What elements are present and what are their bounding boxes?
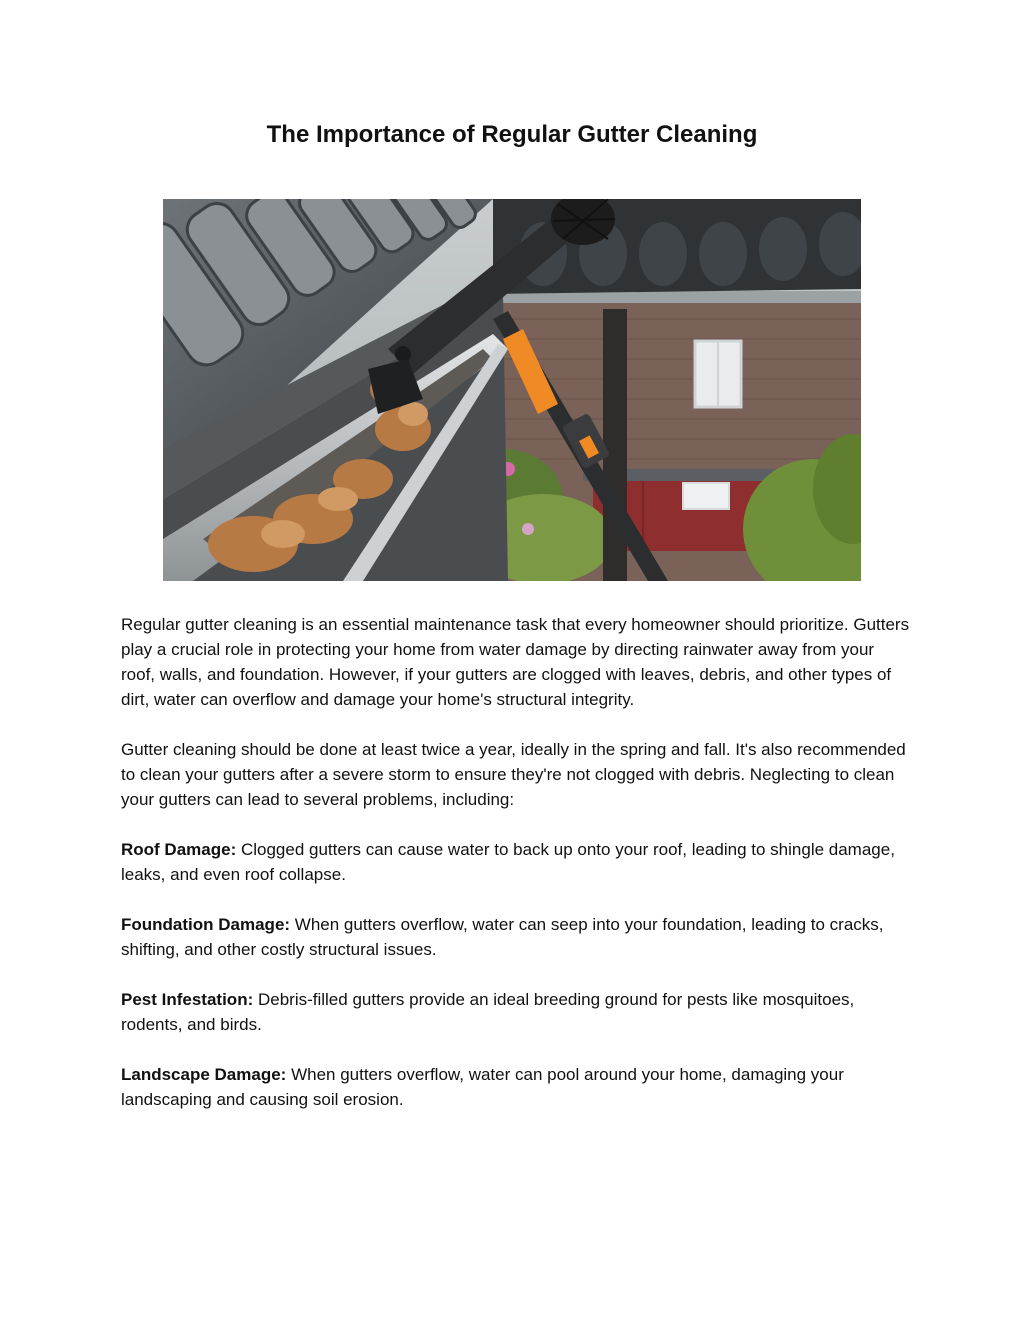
problem-description: Clogged gutters can cause water to back up onto your roof, leading to shingle damage, leaks, and even roof collapse. [121,840,895,884]
article-body [121,612,911,1137]
problem-term: Pest Infestation: [121,990,254,1009]
problem-description: Debris-filled gutters provide an ideal breeding ground for pests like mosquitoes, rodents, and birds. [121,990,855,1034]
page-title: The Importance of Regular Gutter Cleaning [266,121,758,148]
problem-item [121,837,911,887]
problem-term: Landscape Damage: [121,1065,287,1084]
problem-item [121,987,911,1037]
problem-term: Foundation Damage: [121,915,291,934]
problem-term: Roof Damage: [121,840,237,859]
intro-paragraph: Regular gutter cleaning is an essential maintenance task that every homeowner should prioritize. Gutters play a crucial role in protecting your home from water damage by directing rainwater away from your roof, walls, and foundation. However, if your gutters are clogged with leaves, debris, and other types of dirt, water can overflow and damage your home's structural integrity. [121,615,910,709]
frequency-paragraph: Gutter cleaning should be done at least twice a year, ideally in the spring and fall. It's also recommended to clean your gutters after a severe storm to ensure they're not clogged with debris. Neglecting to clean your gutters can lead to several problems, including: [121,740,906,809]
problem-item [121,912,911,962]
problem-item [121,1062,911,1112]
hero-photo [163,199,861,581]
problem-description: When gutters overflow, water can pool around your home, damaging your landscaping and causing soil erosion. [121,1065,844,1109]
problem-description: When gutters overflow, water can seep into your foundation, leading to cracks, shifting, and other costly structural issues. [121,915,884,959]
